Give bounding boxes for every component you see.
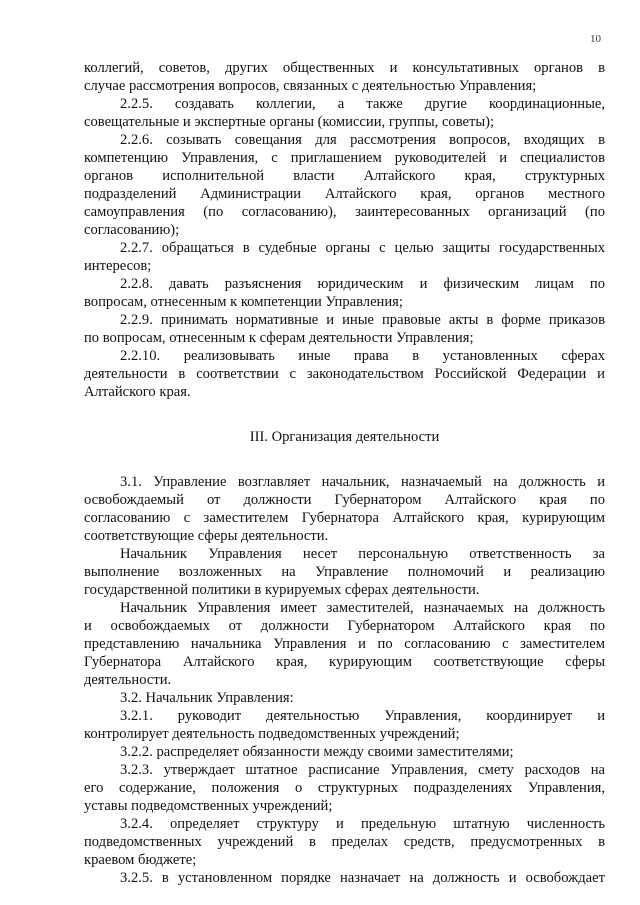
paragraph (84, 743, 605, 761)
text-line: контролирует деятельность подведомственных учреждений; (84, 726, 460, 742)
section-heading-text: III. Организация деятельности (249, 429, 440, 445)
text-line: освобождаемый от должности Губернатором Алтайского края по (84, 492, 605, 508)
text-line: краевом бюджете; (84, 852, 197, 868)
text-line: уставы подведомственных учреждений; (84, 798, 333, 814)
text-line: 3.2.1. руководит деятельностью Управления, координирует и (120, 708, 605, 724)
text-line: 3.2. Начальник Управления: (120, 690, 294, 706)
paragraph (84, 239, 605, 275)
paragraph (84, 689, 605, 707)
text-line: Начальник Управления несет персональную ответственность за (120, 546, 605, 562)
text-line: соответствующие сферы деятельности. (84, 528, 329, 544)
text-line: деятельности. (84, 672, 172, 688)
text-line: 2.2.9. принимать нормативные и иные правовые акты в форме приказов (120, 312, 605, 328)
paragraph (84, 815, 605, 869)
text-line: самоуправления (по согласованию), заинтересованных организаций (по (84, 204, 605, 220)
text-line: 2.2.6. созывать совещания для рассмотрения вопросов, входящих в (120, 132, 605, 148)
paragraph (84, 545, 605, 599)
text-line: согласованию с заместителем Губернатора Алтайского края, курирующим (84, 510, 605, 526)
text-line: 3.2.2. распределяет обязанности между своими заместителями; (120, 744, 514, 760)
text-line: 3.2.4. определяет структуру и предельную штатную численность (120, 816, 605, 832)
text-line: Губернатора Алтайского края, курирующим соответствующие сферы (84, 654, 605, 670)
paragraph (84, 869, 605, 887)
text-line: Алтайского края. (84, 384, 191, 400)
text-line: представлению начальника Управления и по согласованию с заместителем (84, 636, 605, 652)
text-line: 2.2.8. давать разъяснения юридическим и физическим лицам по (120, 276, 605, 292)
text-line: и освобождаемых от должности Губернатором Алтайского края по (84, 618, 605, 634)
document-body (84, 59, 605, 887)
text-line: органов исполнительной власти Алтайского края, структурных (84, 168, 605, 184)
paragraph (84, 311, 605, 347)
section-heading (84, 401, 605, 473)
text-line: компетенцию Управления, с приглашением руководителей и специалистов (84, 150, 605, 166)
paragraph (84, 707, 605, 743)
text-line: вопросам, отнесенным к компетенции Управления; (84, 294, 403, 310)
text-line: Начальник Управления имеет заместителей, назначаемых на должность (120, 600, 605, 616)
paragraph (84, 473, 605, 545)
text-line: 2.2.5. создавать коллегии, а также другие координационные, (120, 96, 605, 112)
text-line: 2.2.7. обращаться в судебные органы с целью защиты государственных (120, 240, 605, 256)
text-line: случае рассмотрения вопросов, связанных с деятельностью Управления; (84, 78, 537, 94)
text-line: 3.2.5. в установленном порядке назначает на должность и освобождает (120, 870, 605, 886)
text-line: интересов; (84, 258, 152, 274)
text-line: его содержание, положения о структурных подразделениях Управления, (84, 780, 605, 796)
text-line: деятельности в соответствии с законодательством Российской Федерации и (84, 366, 605, 382)
paragraph (84, 59, 605, 95)
text-line: государственной политики в курируемых сферах деятельности. (84, 582, 480, 598)
paragraph (84, 347, 605, 401)
paragraph (84, 599, 605, 689)
paragraph (84, 761, 605, 815)
page-number: 10 (590, 33, 601, 45)
paragraph (84, 275, 605, 311)
text-line: 3.1. Управление возглавляет начальник, назначаемый на должность и (120, 474, 605, 490)
text-line: подведомственных учреждений в пределах средств, предусмотренных в (84, 834, 605, 850)
text-line: 2.2.10. реализовывать иные права в установленных сферах (120, 348, 605, 364)
text-line: 3.2.3. утверждает штатное расписание Управления, смету расходов на (120, 762, 605, 778)
text-line: согласованию); (84, 222, 180, 238)
text-line: подразделений Администрации Алтайского края, органов местного (84, 186, 605, 202)
text-line: по вопросам, отнесенным к сферам деятельности Управления; (84, 330, 474, 346)
text-line: выполнение возложенных на Управление полномочий и реализацию (84, 564, 605, 580)
paragraph (84, 95, 605, 131)
paragraph (84, 131, 605, 239)
text-line: коллегий, советов, других общественных и консультативных органов в (84, 60, 605, 76)
text-line: совещательные и экспертные органы (комиссии, группы, советы); (84, 114, 495, 130)
